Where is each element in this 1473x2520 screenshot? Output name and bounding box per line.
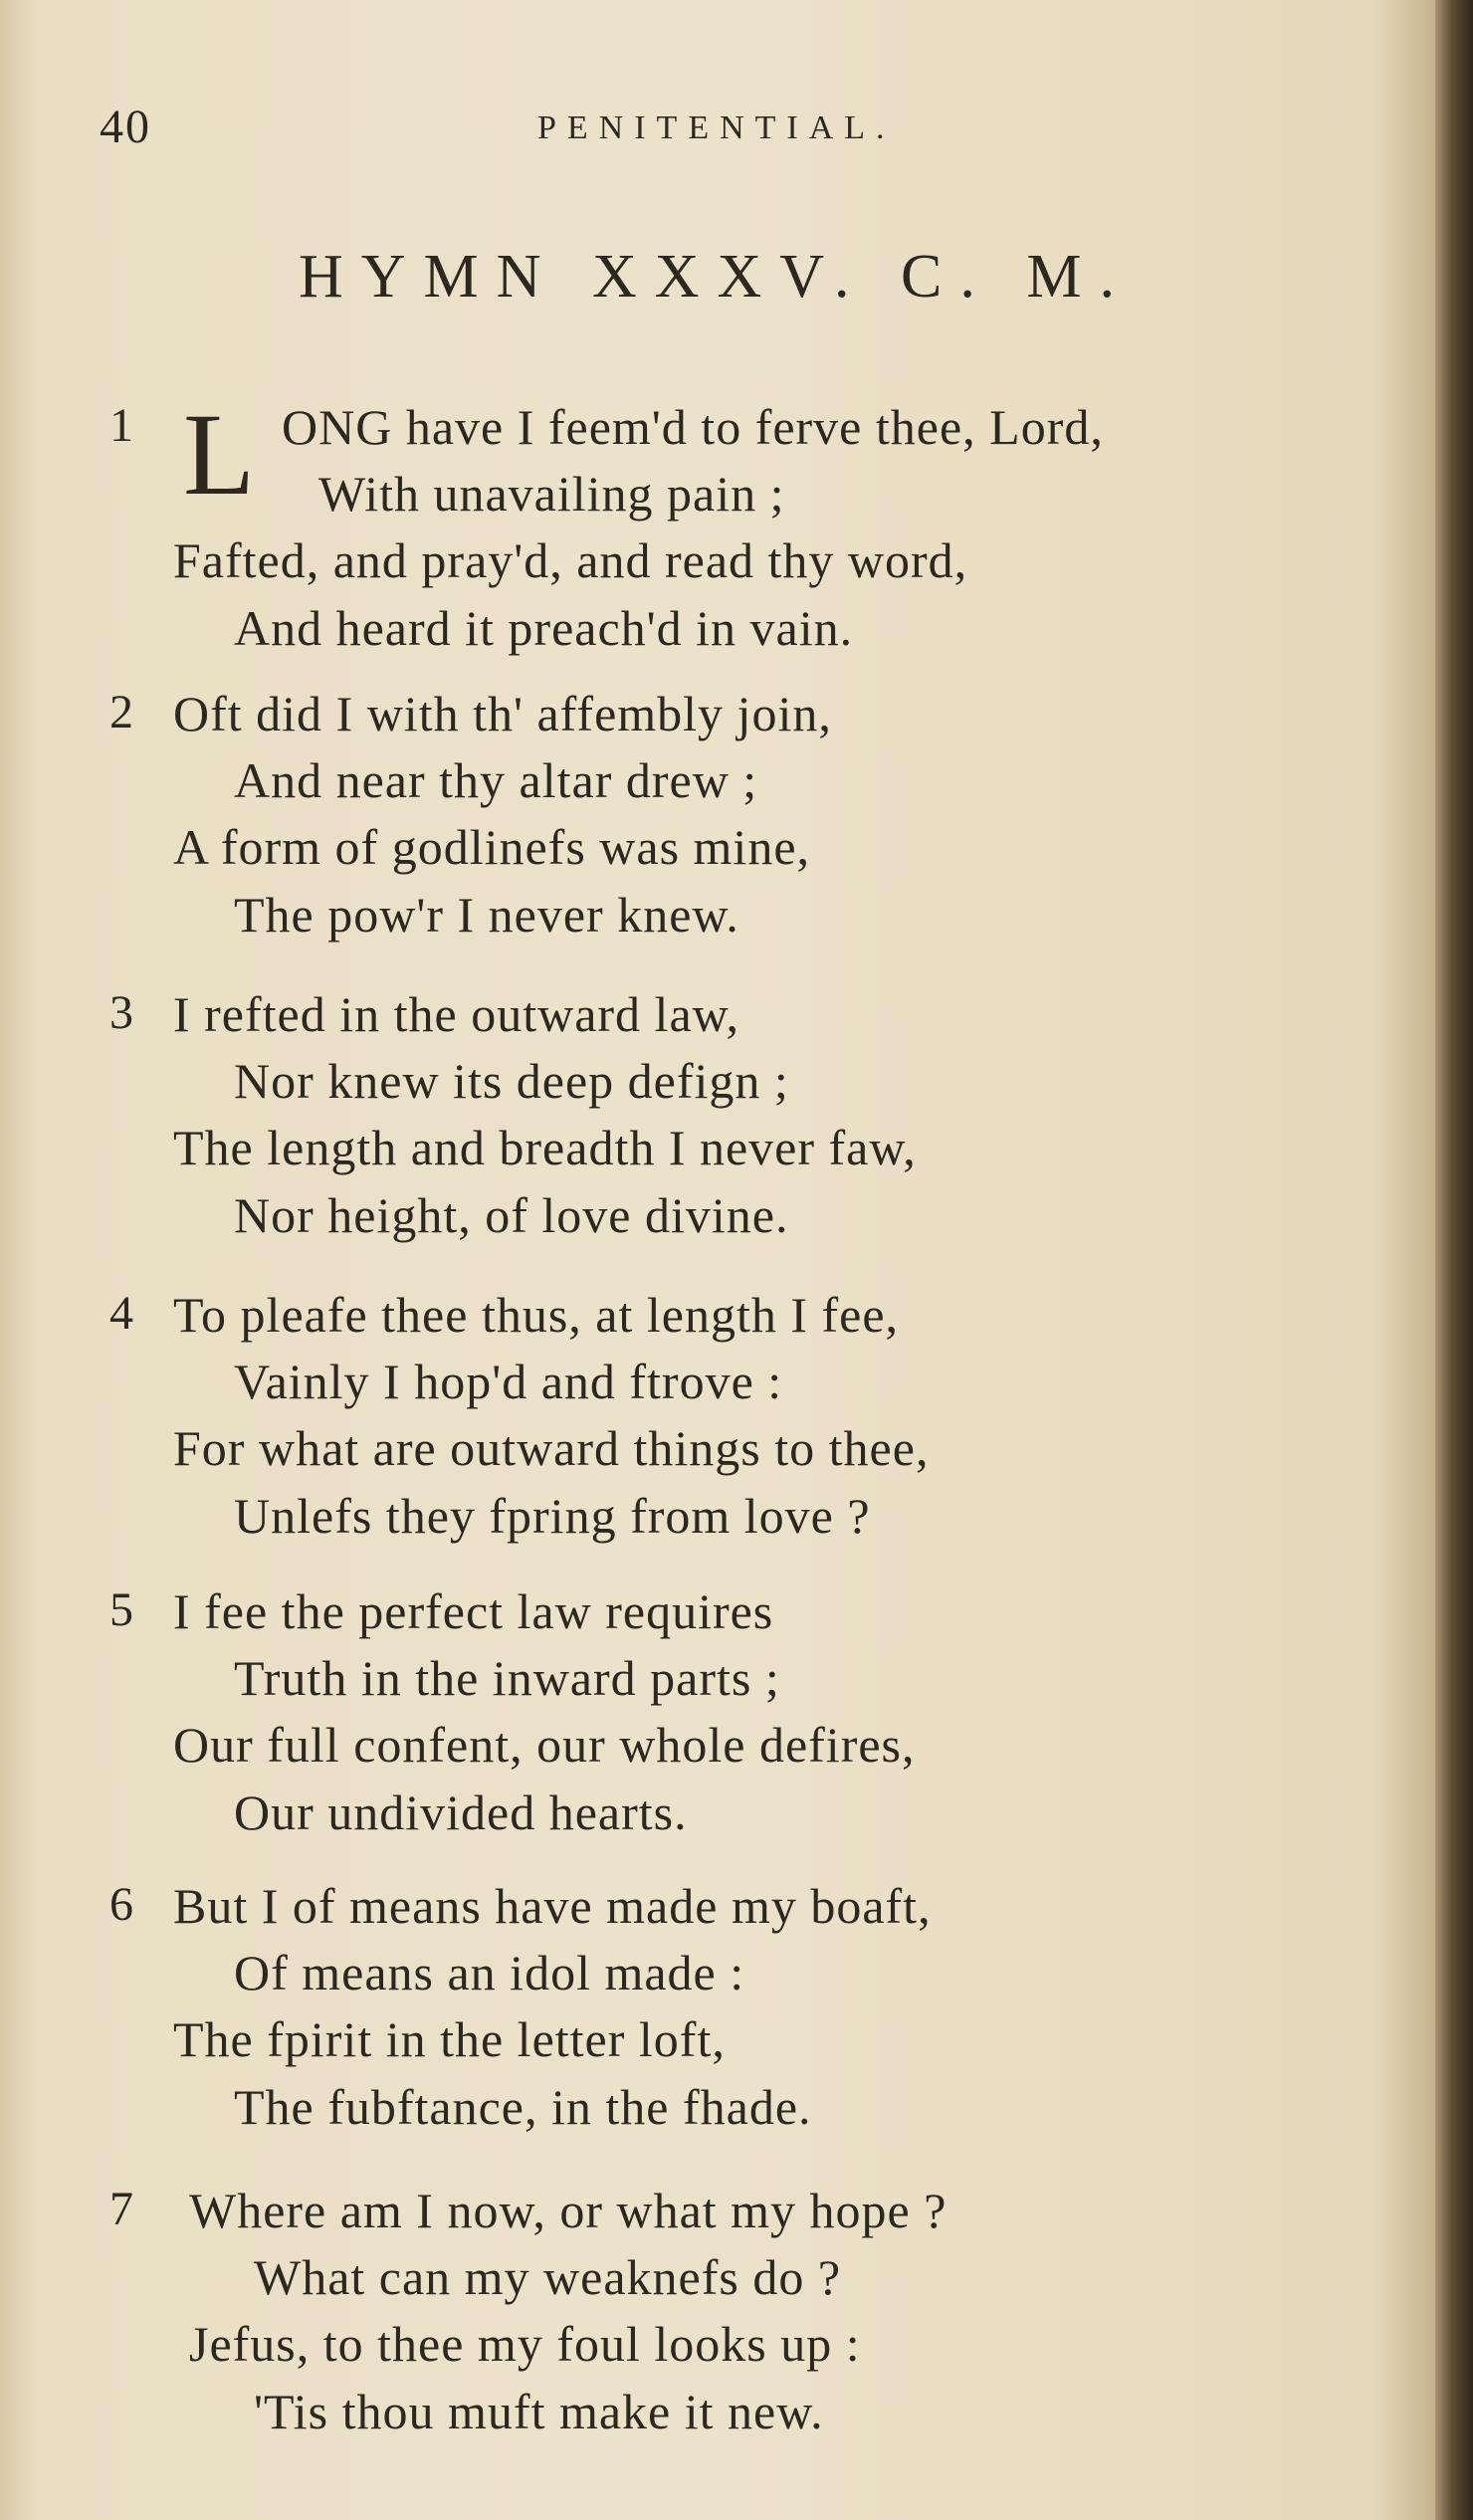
verse-line: Where am I now, or what my hope ? [189,2183,947,2238]
verse-line: 'Tis thou muft make it new. [254,2384,824,2439]
running-title: PENITENTIAL. [537,109,896,146]
verse-line: I refted in the outward law, [173,986,739,1042]
verse-line: Jefus, to thee my foul looks up : [189,2316,861,2372]
verse-line: ONG have I feem'd to ferve thee, Lord, [282,399,1104,455]
verse-line: Nor knew its deep defign ; [234,1053,789,1109]
book-spine-shadow [1435,0,1473,2520]
verse-line: Vainly I hop'd and ftrove : [234,1354,783,1409]
stanza-number: 5 [109,1583,133,1636]
stanza-number: 3 [109,986,133,1039]
verse-line: With unavailing pain ; [318,466,785,522]
drop-cap: L [183,389,256,520]
verse-line: I fee the perfect law requires [173,1583,774,1639]
verse-line: The length and breadth I never faw, [173,1120,917,1175]
running-header [100,100,1294,179]
verse-line: Our undivided hearts. [234,1785,688,1840]
verse-line: And heard it preach'd in vain. [234,600,854,656]
verse-line: The pow'r I never knew. [234,887,739,943]
verse-line: Unlefs they fpring from love ? [234,1488,871,1544]
verse-line: The fpirit in the letter loft, [173,2011,726,2067]
verse-line: Oft did I with th' affembly join, [173,686,832,741]
stanza-number: 7 [109,2183,133,2235]
verse-line: Of means an idol made : [234,1945,745,2000]
verse-line: What can my weaknefs do ? [254,2249,842,2305]
verse-line: A form of godlinefs was mine, [173,819,811,875]
verse-line: Our full confent, our whole defires, [173,1717,916,1773]
verse-line: For what are outward things to thee, [173,1420,930,1476]
verse-line: Nor height, of love divine. [234,1187,789,1243]
stanza-number: 6 [109,1878,133,1931]
verse-line: Truth in the inward parts ; [234,1650,780,1706]
stanza-number: 1 [109,399,133,452]
verse-line: And near thy altar drew ; [234,752,758,808]
stanza-number: 2 [109,686,133,738]
stanza-number: 4 [109,1287,133,1340]
verse-line: To pleafe thee thus, at length I fee, [173,1287,900,1343]
page-number: 40 [100,101,151,153]
verse-line: But I of means have made my boaft, [173,1878,932,1934]
verse-line: The fubftance, in the fhade. [234,2079,812,2135]
hymn-title: HYMN XXXV. C. M. [299,243,1134,311]
verse-line: Fafted, and pray'd, and read thy word, [173,532,968,588]
